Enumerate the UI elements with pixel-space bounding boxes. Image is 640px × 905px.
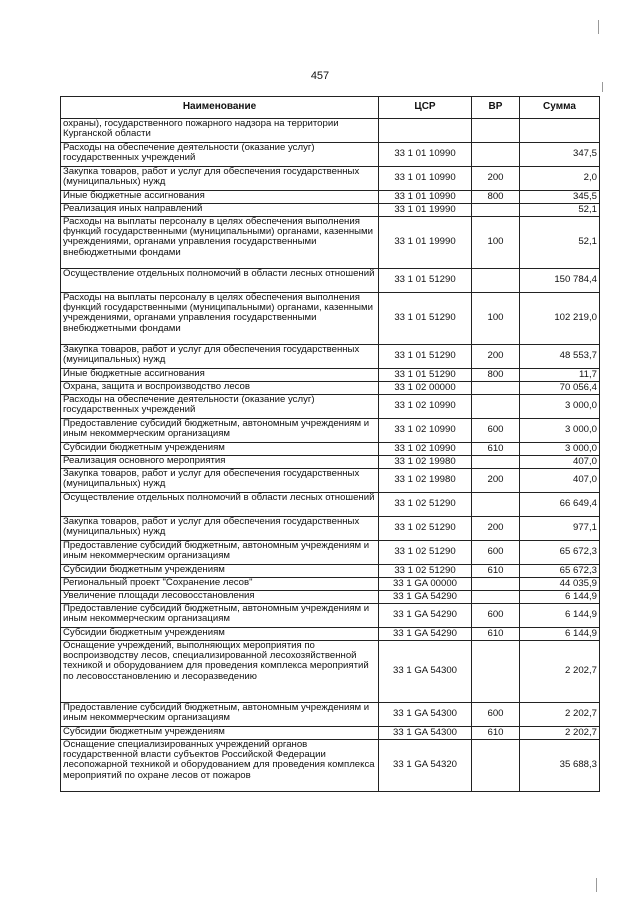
row-vr-cell: 600 [472, 541, 520, 565]
row-vr-cell [472, 493, 520, 517]
row-sum-cell: 66 649,4 [520, 493, 600, 517]
row-sum-cell: 35 688,3 [520, 740, 600, 792]
row-sum-cell: 102 219,0 [520, 293, 600, 345]
row-vr-cell: 600 [472, 604, 520, 628]
row-vr-cell [472, 578, 520, 591]
row-csr-cell: 33 1 GA 54320 [379, 740, 472, 792]
row-csr-cell: 33 1 02 10990 [379, 395, 472, 419]
row-vr-cell: 200 [472, 167, 520, 191]
table-row [61, 167, 600, 191]
row-sum-cell: 3 000,0 [520, 443, 600, 456]
row-name-cell: Увеличение площади лесовосстановления [61, 591, 379, 604]
row-name-cell: Закупка товаров, работ и услуг для обеспечения государственных (муниципальных) нужд [61, 469, 379, 493]
row-sum-cell: 2 202,7 [520, 703, 600, 727]
row-name-cell: Охрана, защита и воспроизводство лесов [61, 382, 379, 395]
row-name-cell: Расходы на выплаты персоналу в целях обеспечения выполнения функций государственными (муниципальными) органами, казенными учреждениями, органами управления государственными внебюджетными фондами [61, 293, 379, 345]
row-name-cell: Иные бюджетные ассигнования [61, 191, 379, 204]
row-csr-cell: 33 1 GA 54300 [379, 727, 472, 740]
row-sum-cell: 6 144,9 [520, 591, 600, 604]
row-sum-cell: 52,1 [520, 217, 600, 269]
row-name-cell: Субсидии бюджетным учреждениям [61, 565, 379, 578]
row-vr-cell: 600 [472, 419, 520, 443]
header-sum: Сумма [520, 97, 600, 119]
table-row [61, 727, 600, 740]
row-name-cell: Предоставление субсидий бюджетным, автономным учреждениям и иным некоммерческим организациям [61, 604, 379, 628]
row-sum-cell: 3 000,0 [520, 419, 600, 443]
row-sum-cell: 2 202,7 [520, 727, 600, 740]
row-sum-cell: 2,0 [520, 167, 600, 191]
table-row [61, 382, 600, 395]
table-row [61, 456, 600, 469]
row-name-cell: Региональный проект "Сохранение лесов" [61, 578, 379, 591]
row-csr-cell: 33 1 GA 54290 [379, 604, 472, 628]
table-row [61, 740, 600, 792]
row-name-cell: Оснащение специализированных учреждений органов государственной власти субъектов Российской Федерации лесопожарной техникой и оборудованием для проведения комплекса мероприятий по охране лесов от пожаров [61, 740, 379, 792]
header-vr: ВР [472, 97, 520, 119]
row-csr-cell: 33 1 02 10990 [379, 419, 472, 443]
table-row [61, 293, 600, 345]
row-name-cell: Осуществление отдельных полномочий в области лесных отношений [61, 493, 379, 517]
table-row [61, 191, 600, 204]
scan-edge-mark [598, 20, 599, 34]
row-name-cell: Реализация основного мероприятия [61, 456, 379, 469]
row-csr-cell [379, 119, 472, 143]
table-row [61, 204, 600, 217]
row-csr-cell: 33 1 02 51290 [379, 541, 472, 565]
table-row [61, 119, 600, 143]
row-csr-cell: 33 1 01 51290 [379, 369, 472, 382]
row-csr-cell: 33 1 02 19980 [379, 456, 472, 469]
row-sum-cell: 347,5 [520, 143, 600, 167]
table-row [61, 469, 600, 493]
row-vr-cell: 100 [472, 293, 520, 345]
row-sum-cell: 44 035,9 [520, 578, 600, 591]
row-sum-cell: 3 000,0 [520, 395, 600, 419]
row-sum-cell: 2 202,7 [520, 641, 600, 703]
row-csr-cell: 33 1 01 10990 [379, 191, 472, 204]
table-row [61, 578, 600, 591]
row-sum-cell: 150 784,4 [520, 269, 600, 293]
row-name-cell: Расходы на обеспечение деятельности (оказание услуг) государственных учреждений [61, 143, 379, 167]
row-name-cell: Реализация иных направлений [61, 204, 379, 217]
row-vr-cell [472, 269, 520, 293]
row-sum-cell: 345,5 [520, 191, 600, 204]
table-row [61, 269, 600, 293]
table-row [61, 604, 600, 628]
table-row [61, 703, 600, 727]
table-header-row [61, 97, 600, 119]
row-vr-cell: 800 [472, 369, 520, 382]
row-sum-cell: 6 144,9 [520, 628, 600, 641]
row-csr-cell: 33 1 02 51290 [379, 493, 472, 517]
row-vr-cell: 100 [472, 217, 520, 269]
row-name-cell: Закупка товаров, работ и услуг для обеспечения государственных (муниципальных) нужд [61, 517, 379, 541]
row-vr-cell [472, 143, 520, 167]
table-row [61, 591, 600, 604]
row-name-cell: Предоставление субсидий бюджетным, автономным учреждениям и иным некоммерческим организациям [61, 541, 379, 565]
row-name-cell: Расходы на обеспечение деятельности (оказание услуг) государственных учреждений [61, 395, 379, 419]
row-csr-cell: 33 1 02 00000 [379, 382, 472, 395]
table-row [61, 345, 600, 369]
table-row [61, 369, 600, 382]
row-vr-cell: 610 [472, 565, 520, 578]
row-name-cell: Закупка товаров, работ и услуг для обеспечения государственных (муниципальных) нужд [61, 167, 379, 191]
row-csr-cell: 33 1 GA 00000 [379, 578, 472, 591]
row-name-cell: Иные бюджетные ассигнования [61, 369, 379, 382]
row-vr-cell: 200 [472, 469, 520, 493]
table-row [61, 541, 600, 565]
row-name-cell: Субсидии бюджетным учреждениям [61, 628, 379, 641]
row-vr-cell: 610 [472, 628, 520, 641]
row-name-cell: Оснащение учреждений, выполняющих мероприятия по воспроизводству лесов, специализированной лесохозяйственной техникой и оборудованием для проведения комплекса мероприятий по лесовосстановлению и лесоразведению [61, 641, 379, 703]
row-vr-cell: 800 [472, 191, 520, 204]
row-csr-cell: 33 1 01 51290 [379, 293, 472, 345]
row-vr-cell [472, 204, 520, 217]
table-row [61, 143, 600, 167]
row-name-cell: Субсидии бюджетным учреждениям [61, 727, 379, 740]
row-csr-cell: 33 1 GA 54300 [379, 703, 472, 727]
row-csr-cell: 33 1 GA 54290 [379, 628, 472, 641]
row-csr-cell: 33 1 01 19990 [379, 217, 472, 269]
header-csr: ЦСР [379, 97, 472, 119]
row-name-cell: охраны), государственного пожарного надзора на территории Курганской области [61, 119, 379, 143]
header-name: Наименование [61, 97, 379, 119]
row-sum-cell: 52,1 [520, 204, 600, 217]
row-sum-cell: 48 553,7 [520, 345, 600, 369]
row-vr-cell [472, 591, 520, 604]
row-vr-cell: 600 [472, 703, 520, 727]
row-name-cell: Субсидии бюджетным учреждениям [61, 443, 379, 456]
row-name-cell: Расходы на выплаты персоналу в целях обеспечения выполнения функций государственными (муниципальными) органами, казенными учреждениями, органами управления государственными внебюджетными фондами [61, 217, 379, 269]
row-vr-cell: 200 [472, 345, 520, 369]
table-row [61, 517, 600, 541]
table-row [61, 395, 600, 419]
table-row [61, 641, 600, 703]
row-sum-cell: 11,7 [520, 369, 600, 382]
row-vr-cell [472, 641, 520, 703]
row-name-cell: Закупка товаров, работ и услуг для обеспечения государственных (муниципальных) нужд [61, 345, 379, 369]
scan-edge-mark [596, 878, 597, 892]
row-vr-cell: 200 [472, 517, 520, 541]
row-csr-cell: 33 1 02 51290 [379, 517, 472, 541]
row-vr-cell [472, 382, 520, 395]
row-sum-cell: 407,0 [520, 469, 600, 493]
row-csr-cell: 33 1 GA 54300 [379, 641, 472, 703]
row-csr-cell: 33 1 02 51290 [379, 565, 472, 578]
row-csr-cell: 33 1 01 10990 [379, 143, 472, 167]
row-sum-cell: 65 672,3 [520, 565, 600, 578]
row-vr-cell [472, 740, 520, 792]
row-csr-cell: 33 1 02 10990 [379, 443, 472, 456]
row-csr-cell: 33 1 GA 54290 [379, 591, 472, 604]
row-sum-cell [520, 119, 600, 143]
row-name-cell: Предоставление субсидий бюджетным, автономным учреждениям и иным некоммерческим организациям [61, 703, 379, 727]
table-row [61, 565, 600, 578]
row-name-cell: Предоставление субсидий бюджетным, автономным учреждениям и иным некоммерческим организациям [61, 419, 379, 443]
row-sum-cell: 70 056,4 [520, 382, 600, 395]
row-csr-cell: 33 1 01 10990 [379, 167, 472, 191]
table-row [61, 443, 600, 456]
row-vr-cell [472, 395, 520, 419]
row-csr-cell: 33 1 01 51290 [379, 345, 472, 369]
row-vr-cell: 610 [472, 727, 520, 740]
table-row [61, 217, 600, 269]
row-csr-cell: 33 1 01 51290 [379, 269, 472, 293]
row-sum-cell: 6 144,9 [520, 604, 600, 628]
table-row [61, 628, 600, 641]
scan-edge-mark [602, 82, 603, 92]
row-vr-cell [472, 456, 520, 469]
row-csr-cell: 33 1 02 19980 [379, 469, 472, 493]
row-vr-cell [472, 119, 520, 143]
row-name-cell: Осуществление отдельных полномочий в области лесных отношений [61, 269, 379, 293]
row-sum-cell: 407,0 [520, 456, 600, 469]
row-sum-cell: 65 672,3 [520, 541, 600, 565]
row-sum-cell: 977,1 [520, 517, 600, 541]
page-number: 457 [310, 70, 330, 82]
budget-table [60, 96, 600, 792]
table-row [61, 419, 600, 443]
row-csr-cell: 33 1 01 19990 [379, 204, 472, 217]
table-row [61, 493, 600, 517]
row-vr-cell: 610 [472, 443, 520, 456]
